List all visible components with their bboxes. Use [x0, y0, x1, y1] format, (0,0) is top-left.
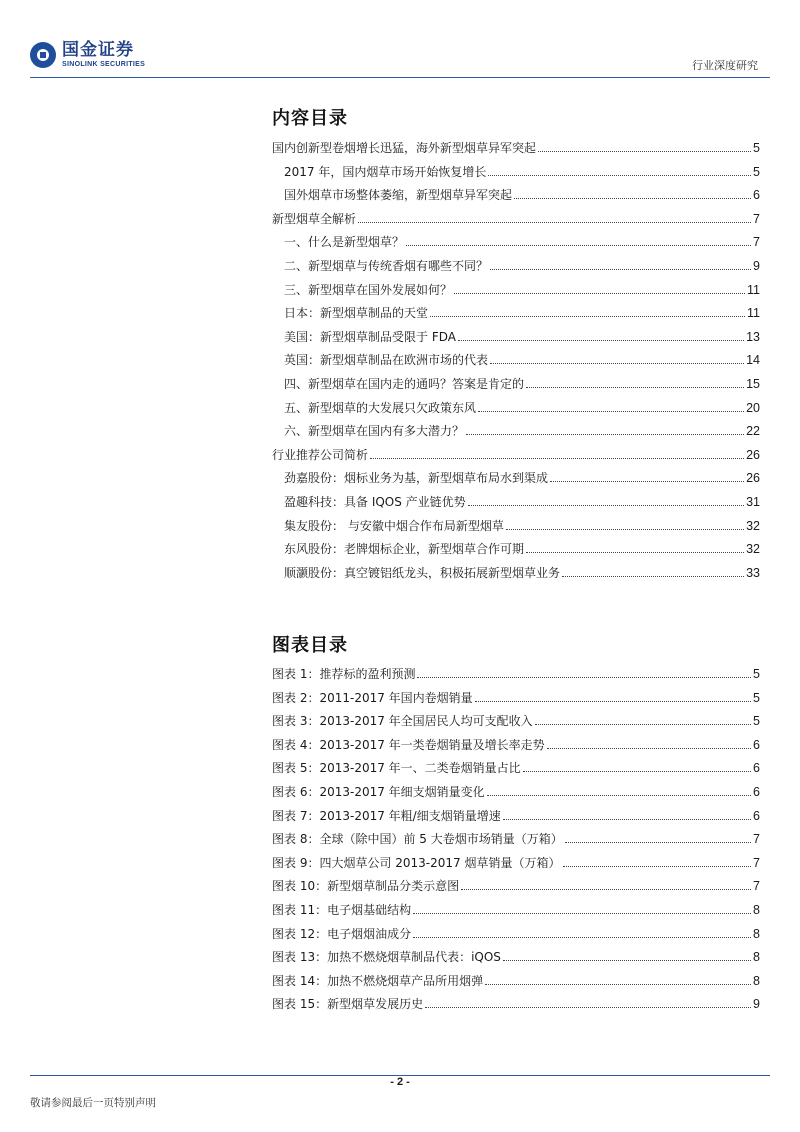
toc-entry-title: 五、新型烟草的大发展只欠政策东风	[284, 400, 477, 415]
toc-entry-page: 14	[746, 353, 760, 368]
dot-leader	[547, 748, 751, 749]
toc-entry-title: 三、新型烟草在国外发展如何？	[284, 282, 453, 297]
toc-entry[interactable]	[272, 255, 760, 273]
dot-leader	[535, 724, 751, 725]
toc-entry-page: 7	[753, 832, 760, 847]
page-number: - 2 -	[390, 1076, 410, 1088]
toc-entry-title: 图表 12：电子烟烟油成分	[272, 926, 412, 941]
dot-leader	[461, 889, 751, 890]
toc-entry[interactable]	[272, 491, 760, 509]
toc-entry-page: 7	[753, 211, 760, 226]
dot-leader	[523, 771, 751, 772]
toc-entry[interactable]	[272, 326, 760, 344]
toc-entry-title: 顺灏股份：真空镀铝纸龙头，积极拓展新型烟草业务	[284, 565, 561, 580]
dot-leader	[417, 677, 751, 678]
toc-entry[interactable]	[272, 687, 760, 705]
toc-entry-title: 日本：新型烟草制品的天堂	[284, 306, 429, 321]
toc-entry-title: 图表 7：2013-2017 年粗/细支烟销量增速	[272, 808, 501, 823]
toc-entry-title: 图表 11：电子烟基础结构	[272, 903, 412, 917]
toc-entry-page: 5	[753, 164, 760, 179]
toc-entry-page: 8	[753, 926, 760, 941]
toc-entry-title: 图表 3：2013-2017 年全国居民人均可支配收入	[272, 714, 533, 729]
toc-entry-page: 8	[753, 950, 760, 965]
toc-entry[interactable]	[272, 875, 760, 893]
toc-entry[interactable]	[272, 899, 760, 917]
toc-entry[interactable]	[272, 161, 760, 179]
dot-leader	[503, 960, 751, 961]
toc-entry[interactable]	[272, 663, 760, 681]
toc-entry-title: 图表 5：2013-2017 年一、二类卷烟销量占比	[272, 761, 521, 776]
toc-entry[interactable]	[272, 184, 760, 202]
dot-leader	[406, 245, 751, 246]
toc-entry[interactable]	[272, 397, 760, 415]
toc-entry[interactable]	[272, 993, 760, 1011]
toc-entry[interactable]	[272, 710, 760, 728]
toc-entry-title: 图表 1：推荐标的盈利预测	[272, 667, 416, 681]
toc-entry[interactable]	[272, 420, 760, 438]
toc-entry-title: 图表 4：2013-2017 年一类卷烟销量及增长率走势	[272, 737, 545, 752]
toc-entry-page: 6	[753, 737, 760, 752]
dot-leader	[430, 316, 745, 317]
dot-leader	[413, 937, 751, 938]
toc-entry-title: 图表 6：2013-2017 年细支烟销量变化	[272, 785, 485, 799]
logo-name-en: SINOLINK SECURITIES	[62, 61, 146, 68]
toc-entry[interactable]	[272, 805, 760, 823]
toc-entry-page: 5	[753, 141, 760, 155]
toc-entry-title: 图表 9：四大烟草公司 2013-2017 烟草销量（万箱）	[272, 855, 561, 870]
toc-entry[interactable]	[272, 515, 760, 533]
contents-title: 内容目录	[272, 108, 348, 129]
dot-leader	[485, 984, 751, 985]
dot-leader	[458, 340, 744, 341]
toc-entry[interactable]	[272, 137, 760, 155]
dot-leader	[526, 552, 744, 553]
dot-leader	[490, 269, 751, 270]
toc-entry-page: 15	[746, 377, 760, 391]
document-type: 行业深度研究	[692, 59, 758, 72]
dot-leader	[526, 387, 744, 388]
toc-entry-title: 图表 14：加热不燃烧烟草产品所用烟弹	[272, 973, 484, 988]
dot-leader	[490, 363, 744, 364]
dot-leader	[475, 701, 751, 702]
toc-entry-page: 32	[746, 542, 760, 557]
toc-entry-title: 美国：新型烟草制品受限于 FDA	[284, 329, 456, 344]
toc-entry-title: 图表 13：加热不燃烧烟草制品代表：iQOS	[272, 950, 501, 965]
dot-leader	[562, 576, 744, 577]
dot-leader	[370, 458, 744, 459]
dot-leader	[425, 1007, 751, 1008]
toc-entry-title: 集友股份： 与安徽中烟合作布局新型烟草	[284, 518, 504, 533]
toc-entry-title: 图表 2：2011-2017 年国内卷烟销量	[272, 690, 473, 705]
dot-leader	[550, 481, 744, 482]
toc-entry-page: 31	[746, 495, 760, 509]
toc-entry-title: 图表 10：新型烟草制品分类示意图	[272, 879, 460, 894]
toc-entry-title: 劲嘉股份：烟标业务为基，新型烟草布局水到渠成	[284, 471, 549, 486]
toc-entry-page: 9	[753, 997, 760, 1012]
toc-entry-page: 6	[753, 785, 760, 799]
toc-entry[interactable]	[272, 302, 760, 320]
dot-leader	[466, 434, 744, 435]
company-logo	[30, 42, 145, 68]
dot-leader	[563, 866, 752, 867]
toc-entry[interactable]	[272, 444, 760, 462]
toc-entry-title: 国外烟草市场整体萎缩，新型烟草异军突起	[284, 188, 513, 203]
toc-entry-page: 11	[747, 306, 760, 321]
toc-entry[interactable]	[272, 781, 760, 799]
toc-entry[interactable]	[272, 208, 760, 226]
toc-entry[interactable]	[272, 562, 760, 580]
toc-entry-page: 32	[746, 518, 760, 533]
toc-entry-title: 东风股份：老牌烟标企业，新型烟草合作可期	[284, 542, 525, 557]
toc-entry-page: 7	[753, 235, 760, 250]
toc-entry-page: 5	[753, 714, 760, 729]
header-divider	[30, 77, 770, 78]
dot-leader	[454, 293, 745, 294]
toc-entry[interactable]	[272, 538, 760, 556]
toc-entry[interactable]	[272, 970, 760, 988]
dot-leader	[565, 842, 751, 843]
toc-entry-page: 6	[753, 808, 760, 823]
toc-entry-page: 13	[746, 329, 760, 344]
toc-entry-title: 图表 15：新型烟草发展历史	[272, 997, 424, 1012]
dot-leader	[468, 505, 744, 506]
dot-leader	[503, 819, 751, 820]
page-header	[0, 0, 800, 82]
toc-entry-page: 7	[753, 879, 760, 894]
toc-entry-page: 7	[753, 855, 760, 870]
toc-entry-page: 11	[747, 282, 760, 297]
toc-entry-page: 5	[753, 667, 760, 681]
toc-entry-page: 8	[753, 973, 760, 988]
toc-entry-title: 行业推荐公司简析	[272, 447, 369, 462]
toc-entry-title: 图表 8：全球（除中国）前 5 大卷烟市场销量（万箱）	[272, 832, 563, 847]
toc-entry-title: 盈趣科技：具备 IQOS 产业链优势	[284, 495, 466, 509]
toc-entry-page: 9	[753, 259, 760, 273]
toc-entry-title: 国内创新型卷烟增长迅猛，海外新型烟草异军突起	[272, 141, 537, 155]
toc-entry[interactable]	[272, 946, 760, 964]
dot-leader	[488, 175, 751, 176]
toc-entry[interactable]	[272, 734, 760, 752]
toc-entry[interactable]	[272, 467, 760, 485]
toc-entry[interactable]	[272, 852, 760, 870]
dot-leader	[506, 529, 744, 530]
toc-entry-page: 6	[753, 761, 760, 776]
toc-entry-title: 2017 年，国内烟草市场开始恢复增长	[284, 164, 487, 179]
toc-entry-title: 新型烟草全解析	[272, 211, 357, 226]
dot-leader	[487, 795, 751, 796]
toc-entry[interactable]	[272, 279, 760, 297]
toc-entry[interactable]	[272, 757, 760, 775]
dot-leader	[413, 913, 751, 914]
disclaimer-note: 敬请参阅最后一页特别声明	[30, 1097, 156, 1109]
toc-entry[interactable]	[272, 828, 760, 846]
toc-entry-page: 22	[746, 424, 760, 439]
toc-entry[interactable]	[272, 373, 760, 391]
toc-entry-page: 33	[746, 565, 760, 580]
toc-entry-page: 26	[746, 471, 760, 486]
dot-leader	[478, 411, 744, 412]
toc-entry-title: 六、新型烟草在国内有多大潜力？	[284, 424, 465, 439]
toc-entry[interactable]	[272, 923, 760, 941]
logo-name-cn: 国金证券	[62, 40, 134, 60]
toc-entry-page: 5	[753, 690, 760, 705]
toc-entry-page: 8	[753, 903, 760, 917]
toc-entry-title: 二、新型烟草与传统香烟有哪些不同？	[284, 259, 489, 273]
dot-leader	[514, 198, 751, 199]
toc-entry[interactable]	[272, 349, 760, 367]
logo-icon	[30, 42, 56, 68]
dot-leader	[538, 151, 751, 152]
dot-leader	[358, 222, 751, 223]
toc-entry[interactable]	[272, 231, 760, 249]
figures-title: 图表目录	[272, 635, 348, 656]
toc-entry-title: 英国：新型烟草制品在欧洲市场的代表	[284, 353, 489, 368]
toc-entry-title: 四、新型烟草在国内走的通吗？答案是肯定的	[284, 377, 525, 391]
toc-entry-page: 6	[753, 188, 760, 203]
toc-entry-title: 一、什么是新型烟草？	[284, 235, 405, 250]
toc-entry-page: 20	[746, 400, 760, 415]
toc-entry-page: 26	[746, 447, 760, 462]
